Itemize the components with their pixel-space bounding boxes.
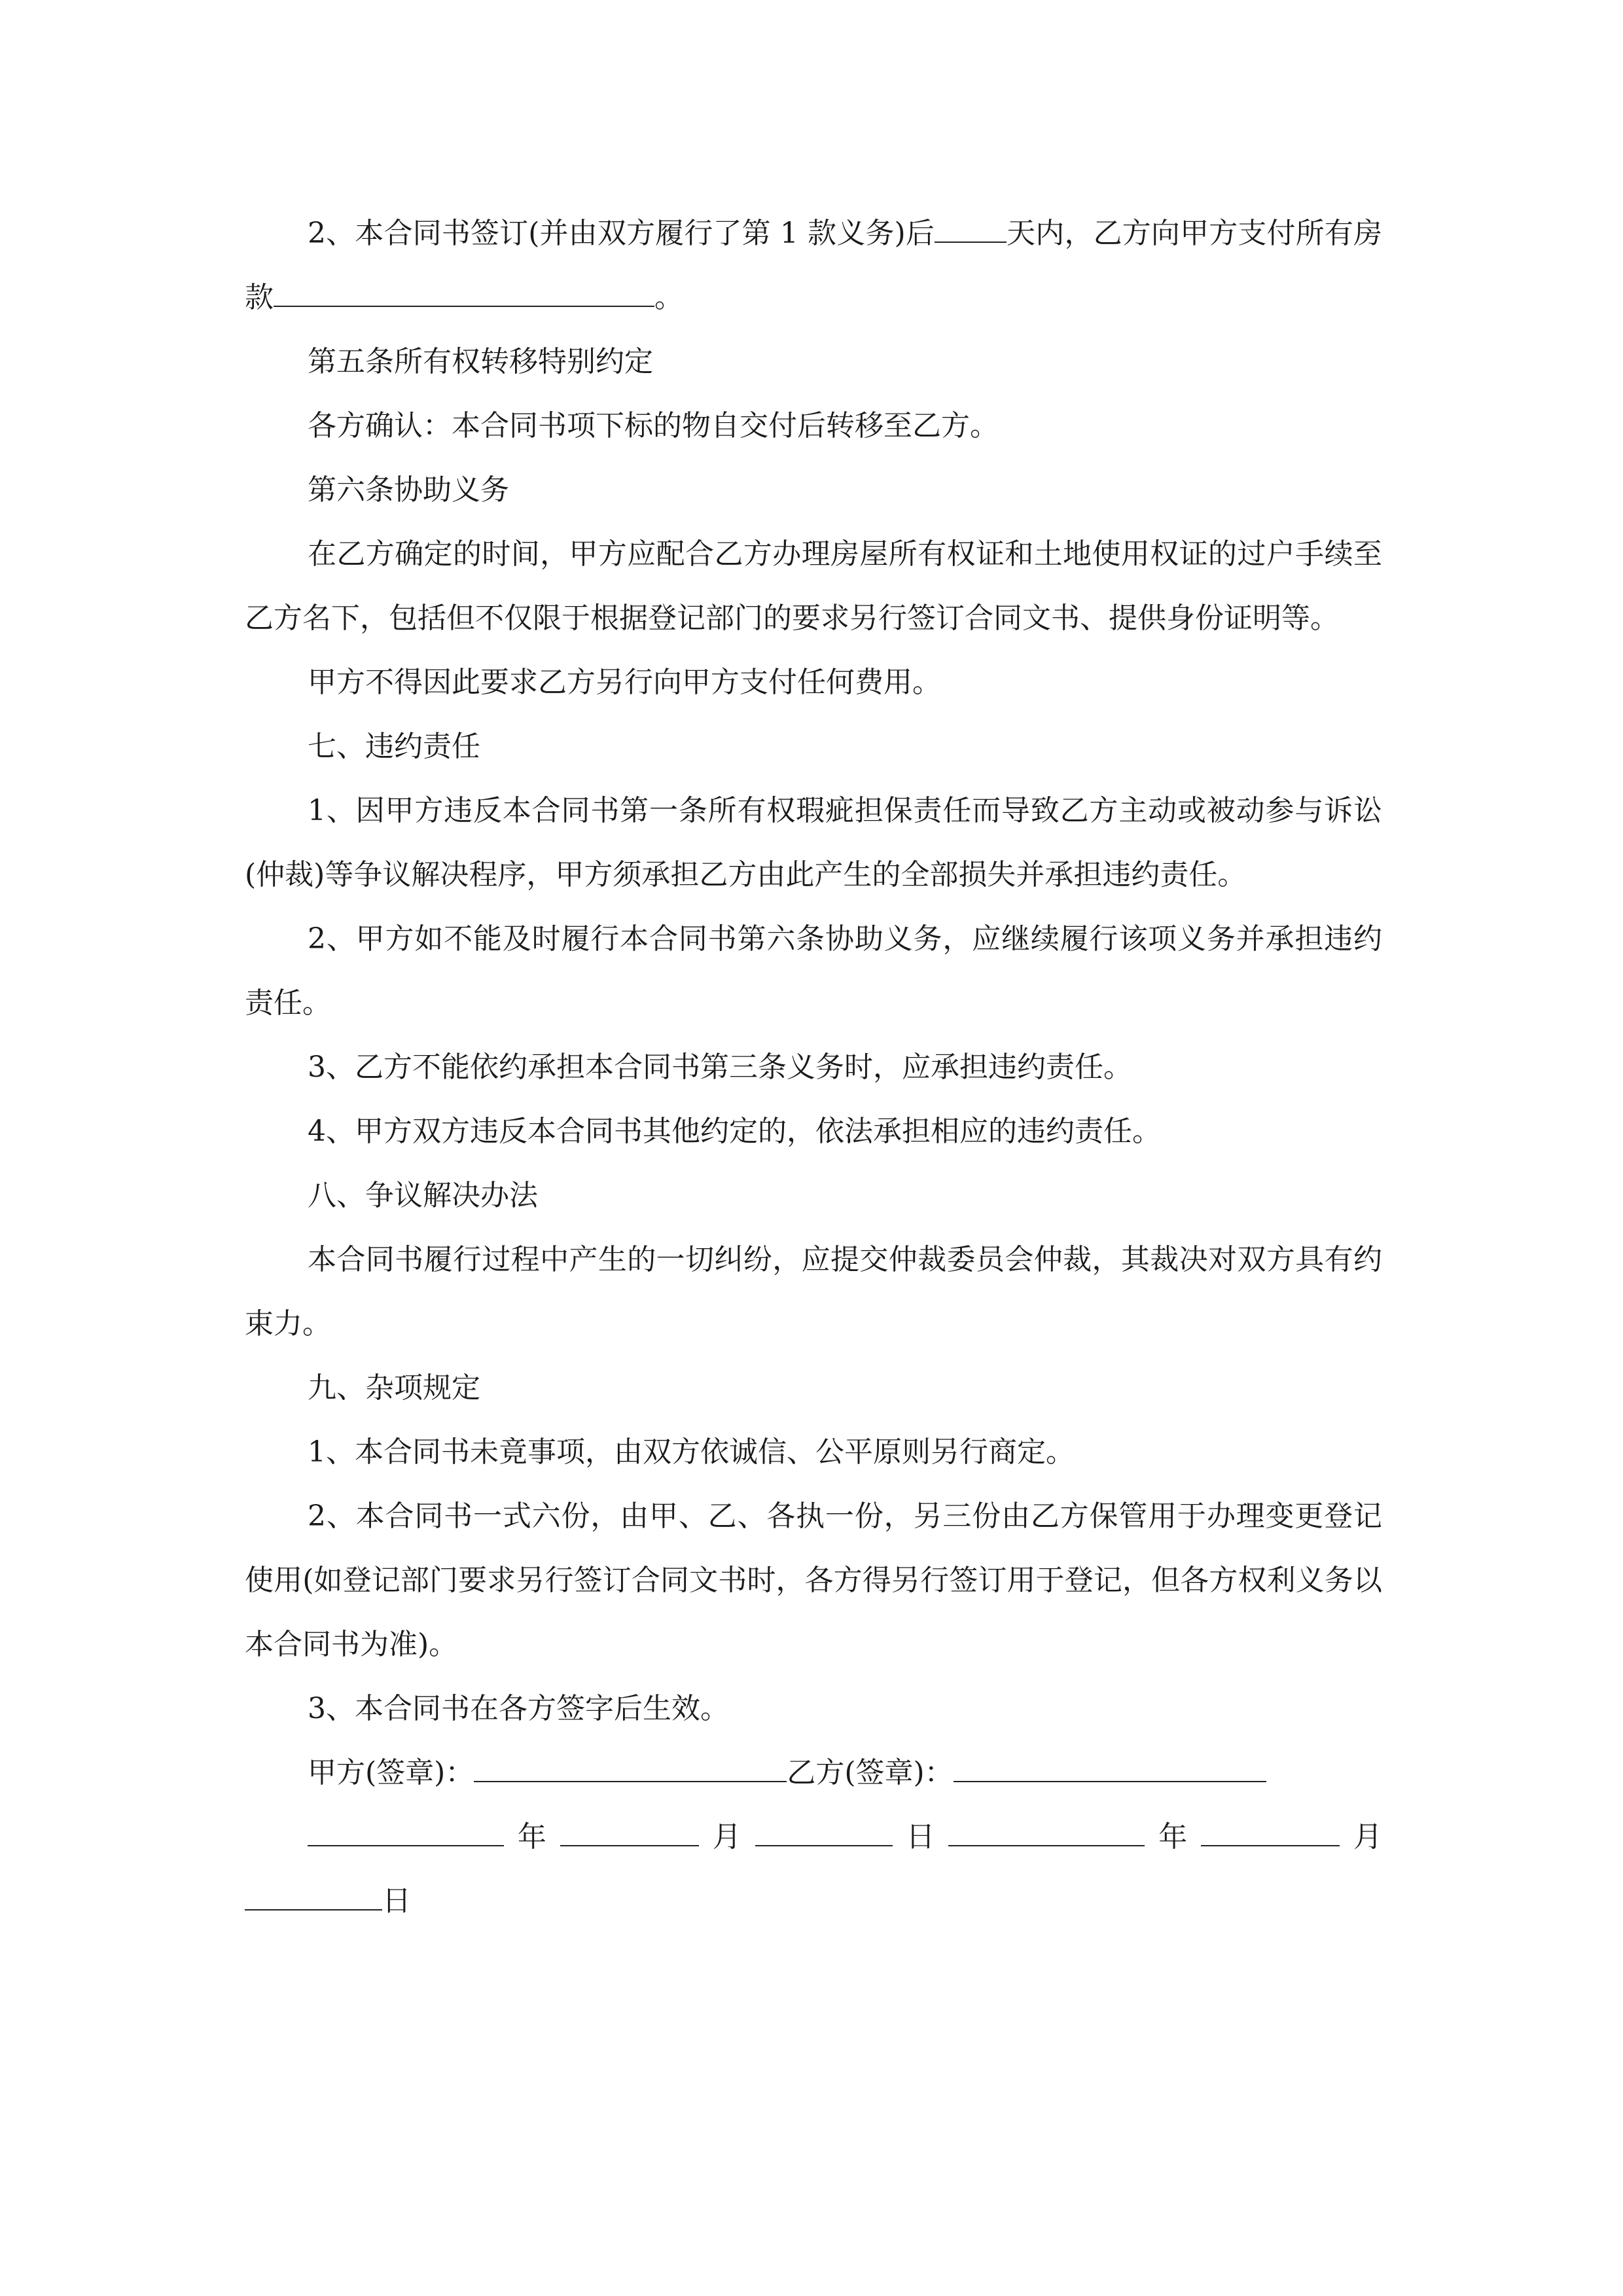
article-5-title: 第五条所有权转移特别约定 <box>308 345 653 378</box>
year-label: 年 <box>504 1820 560 1854</box>
signature-line <box>245 1741 1382 1805</box>
party-b-day-blank[interactable] <box>245 1887 382 1910</box>
day-label: 日 <box>892 1820 949 1854</box>
section-9-item-2: 2、本合同书一式六份，由甲、乙、各执一份，另三份由乙方保管用于办理变更登记使用(如登记部门要求另行签订合同文书时，各方得另行签订用于登记，但各方权利义务以本合同书为准)。 <box>245 1499 1382 1661</box>
month-label: 月 <box>1340 1820 1383 1854</box>
month-label: 月 <box>698 1820 755 1854</box>
article-6-body-2: 甲方不得因此要求乙方另行向甲方支付任何费用。 <box>308 666 941 699</box>
section-7-item-1: 1、因甲方违反本合同书第一条所有权瑕疵担保责任而导致乙方主动或被动参与诉讼(仲裁)等争议解决程序，甲方须承担乙方由此产生的全部损失并承担违约责任。 <box>245 794 1382 891</box>
party-a-signature-label: 甲方(签章)： <box>308 1756 474 1789</box>
party-a-day-blank[interactable] <box>755 1823 893 1846</box>
date-line <box>245 1805 1382 1933</box>
article-5-body: 各方确认：本合同书项下标的物自交付后转移至乙方。 <box>308 409 999 442</box>
section-7-item-3: 3、乙方不能依约承担本合同书第三条义务时，应承担违约责任。 <box>308 1050 1132 1084</box>
payment-clause-text-2: 天内，乙方向甲方支付所有房款 <box>245 217 1383 314</box>
payment-clause-end: 。 <box>654 281 683 314</box>
section-7-title: 七、违约责任 <box>308 730 480 763</box>
article-6-body-1: 在乙方确定的时间，甲方应配合乙方办理房屋所有权证和土地使用权证的过户手续至乙方名下，包括但不仅限于根据登记部门的要求另行签订合同文书、提供身份证明等。 <box>245 537 1382 635</box>
section-8-body: 本合同书履行过程中产生的一切纠纷，应提交仲裁委员会仲裁，其裁决对双方具有约束力。 <box>245 1243 1382 1340</box>
payment-amount-blank[interactable] <box>274 283 654 307</box>
party-b-month-blank[interactable] <box>1201 1823 1340 1846</box>
section-9-item-3: 3、本合同书在各方签字后生效。 <box>308 1692 729 1725</box>
section-7-item-2: 2、甲方如不能及时履行本合同书第六条协助义务，应继续履行该项义务并承担违约责任。 <box>245 922 1382 1020</box>
party-b-signature-blank[interactable] <box>954 1759 1266 1782</box>
article-6-title: 第六条协助义务 <box>308 473 509 507</box>
payment-clause-text: 2、本合同书签订(并由双方履行了第 1 款义务)后 <box>308 217 935 250</box>
party-a-month-blank[interactable] <box>560 1823 699 1846</box>
party-b-signature-label: 乙方(签章)： <box>787 1756 954 1789</box>
section-9-item-1: 1、本合同书未竟事项，由双方依诚信、公平原则另行商定。 <box>308 1435 1075 1469</box>
section-7-item-4: 4、甲方双方违反本合同书其他约定的，依法承担相应的违约责任。 <box>308 1115 1161 1148</box>
party-a-year-blank[interactable] <box>308 1823 504 1846</box>
year-label: 年 <box>1145 1820 1202 1854</box>
party-b-year-blank[interactable] <box>948 1823 1145 1846</box>
payment-clause <box>245 202 1382 330</box>
section-9-title: 九、杂项规定 <box>308 1371 480 1405</box>
day-label: 日 <box>382 1884 411 1918</box>
document-body <box>245 202 1382 1933</box>
party-a-signature-blank[interactable] <box>474 1759 787 1782</box>
days-blank[interactable] <box>935 219 1007 243</box>
section-8-title: 八、争议解决办法 <box>308 1179 538 1212</box>
